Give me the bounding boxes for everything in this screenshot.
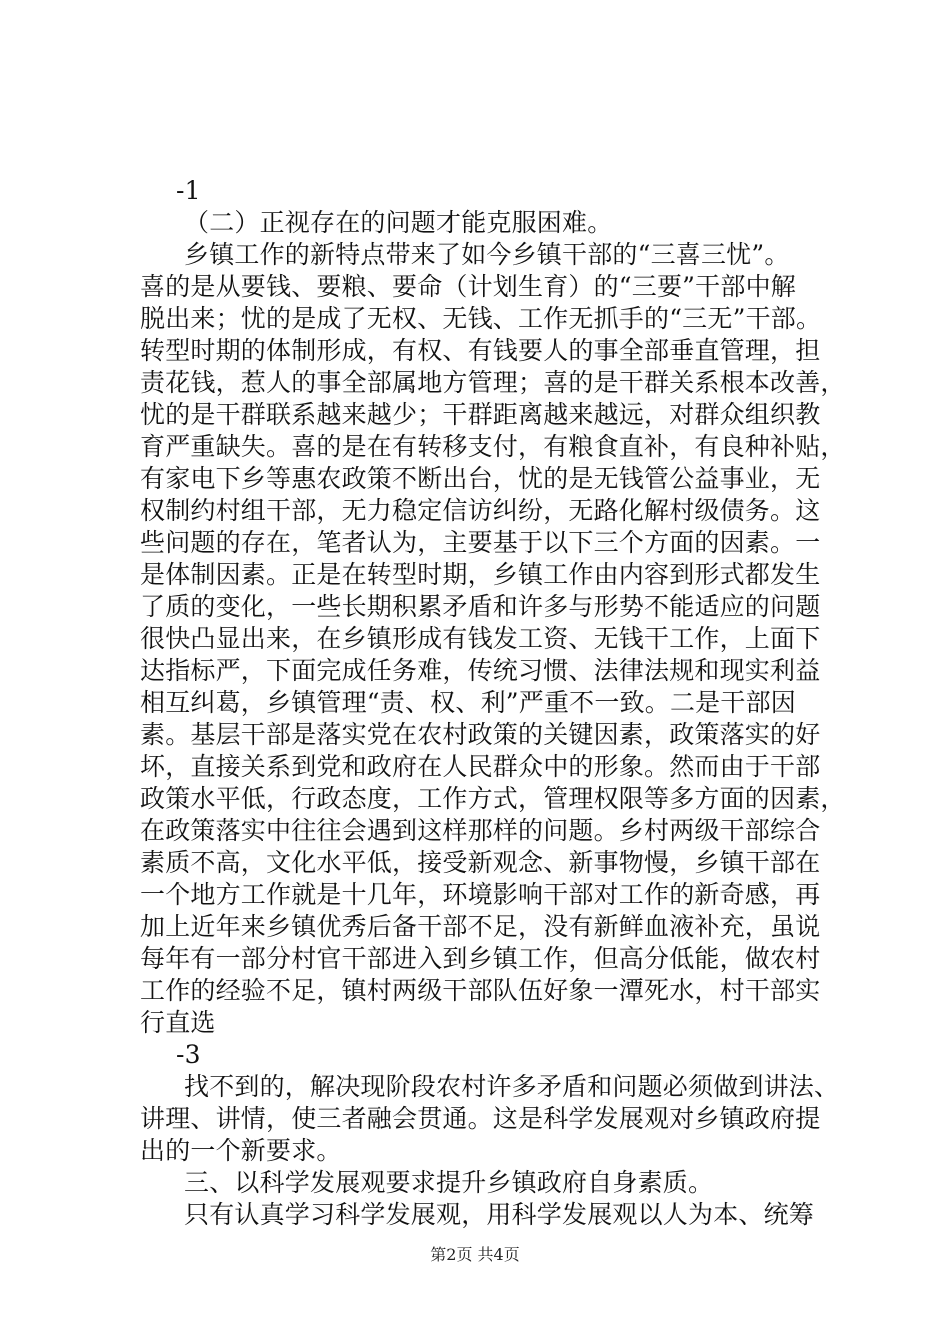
- section-heading: 三、以科学发展观要求提升乡镇政府自身素质。: [184, 1168, 714, 1197]
- paragraph-line: 达指标严，下面完成任务难，传统习惯、法律法规和现实利益: [140, 656, 821, 685]
- paragraph-line: 行直选: [140, 1008, 216, 1037]
- document-body: [140, 175, 846, 1231]
- paragraph-line: 工作的经验不足，镇村两级干部队伍好象一潭死水，村干部实: [140, 976, 821, 1005]
- paragraph-line: 转型时期的体制形成，有权、有钱要人的事全部垂直管理，担: [140, 336, 821, 365]
- paragraph-line: 一个地方工作就是十几年，环境影响干部对工作的新奇感，再: [140, 880, 821, 909]
- paragraph-line: 讲理、讲情，使三者融会贯通。这是科学发展观对乡镇政府提: [140, 1104, 821, 1133]
- paragraph-line: 只有认真学习科学发展观，用科学发展观以人为本、统筹: [184, 1200, 815, 1229]
- section-heading: （二）正视存在的问题才能克服困难。: [184, 208, 613, 237]
- paragraph-line: 素质不高，文化水平低，接受新观念、新事物慢，乡镇干部在: [140, 848, 821, 877]
- paragraph-line: 找不到的，解决现阶段农村许多矛盾和问题必须做到讲法、: [184, 1072, 840, 1101]
- paragraph-line: 育严重缺失。喜的是在有转移支付，有粮食直补，有良种补贴，: [140, 432, 846, 461]
- paragraph-line: 出的一个新要求。: [140, 1136, 342, 1165]
- paragraph-line: 忧的是干群联系越来越少；干群距离越来越远，对群众组织教: [140, 400, 821, 429]
- paragraph-line: 了质的变化，一些长期积累矛盾和许多与形势不能适应的问题: [140, 592, 821, 621]
- paragraph-line: 些问题的存在，笔者认为，主要基于以下三个方面的因素。一: [140, 528, 821, 557]
- paragraph-line: 乡镇工作的新特点带来了如今乡镇干部的“三喜三忧”。: [184, 240, 790, 269]
- paragraph-line: 很快凸显出来，在乡镇形成有钱发工资、无钱干工作，上面下: [140, 624, 821, 653]
- page-marker: -1: [176, 176, 201, 205]
- page-footer: 第2页 共4页: [430, 1245, 520, 1264]
- paragraph-line: 政策水平低，行政态度，工作方式，管理权限等多方面的因素，: [140, 784, 846, 813]
- paragraph-line: 素。基层干部是落实党在农村政策的关键因素，政策落实的好: [140, 720, 821, 749]
- paragraph-line: 是体制因素。正是在转型时期，乡镇工作由内容到形式都发生: [140, 560, 821, 589]
- paragraph-line: 有家电下乡等惠农政策不断出台，忧的是无钱管公益事业，无: [140, 464, 821, 493]
- paragraph: [140, 1199, 840, 1231]
- page-marker: -3: [176, 1040, 201, 1069]
- paragraph-line: 每年有一部分村官干部进入到乡镇工作，但高分低能，做农村: [140, 944, 821, 973]
- paragraph-line: 加上近年来乡镇优秀后备干部不足，没有新鲜血液补充，虽说: [140, 912, 821, 941]
- paragraph-line: 坏，直接关系到党和政府在人民群众中的形象。然而由于干部: [140, 752, 821, 781]
- paragraph-line: 脱出来；忧的是成了无权、无钱、工作无抓手的“三无”干部。: [140, 304, 822, 333]
- paragraph: [140, 1071, 840, 1167]
- paragraph: [140, 239, 846, 1039]
- paragraph-line: 在政策落实中往往会遇到这样那样的问题。乡村两级干部综合: [140, 816, 821, 845]
- paragraph-line: 权制约村组干部，无力稳定信访纠纷，无路化解村级债务。这: [140, 496, 821, 525]
- paragraph-line: 相互纠葛，乡镇管理“责、权、利”严重不一致。二是干部因: [140, 688, 796, 717]
- paragraph-line: 责花钱，惹人的事全部属地方管理；喜的是干群关系根本改善，: [140, 368, 846, 397]
- paragraph-line: 喜的是从要钱、要粮、要命（计划生育）的“三要”干部中解: [140, 272, 796, 301]
